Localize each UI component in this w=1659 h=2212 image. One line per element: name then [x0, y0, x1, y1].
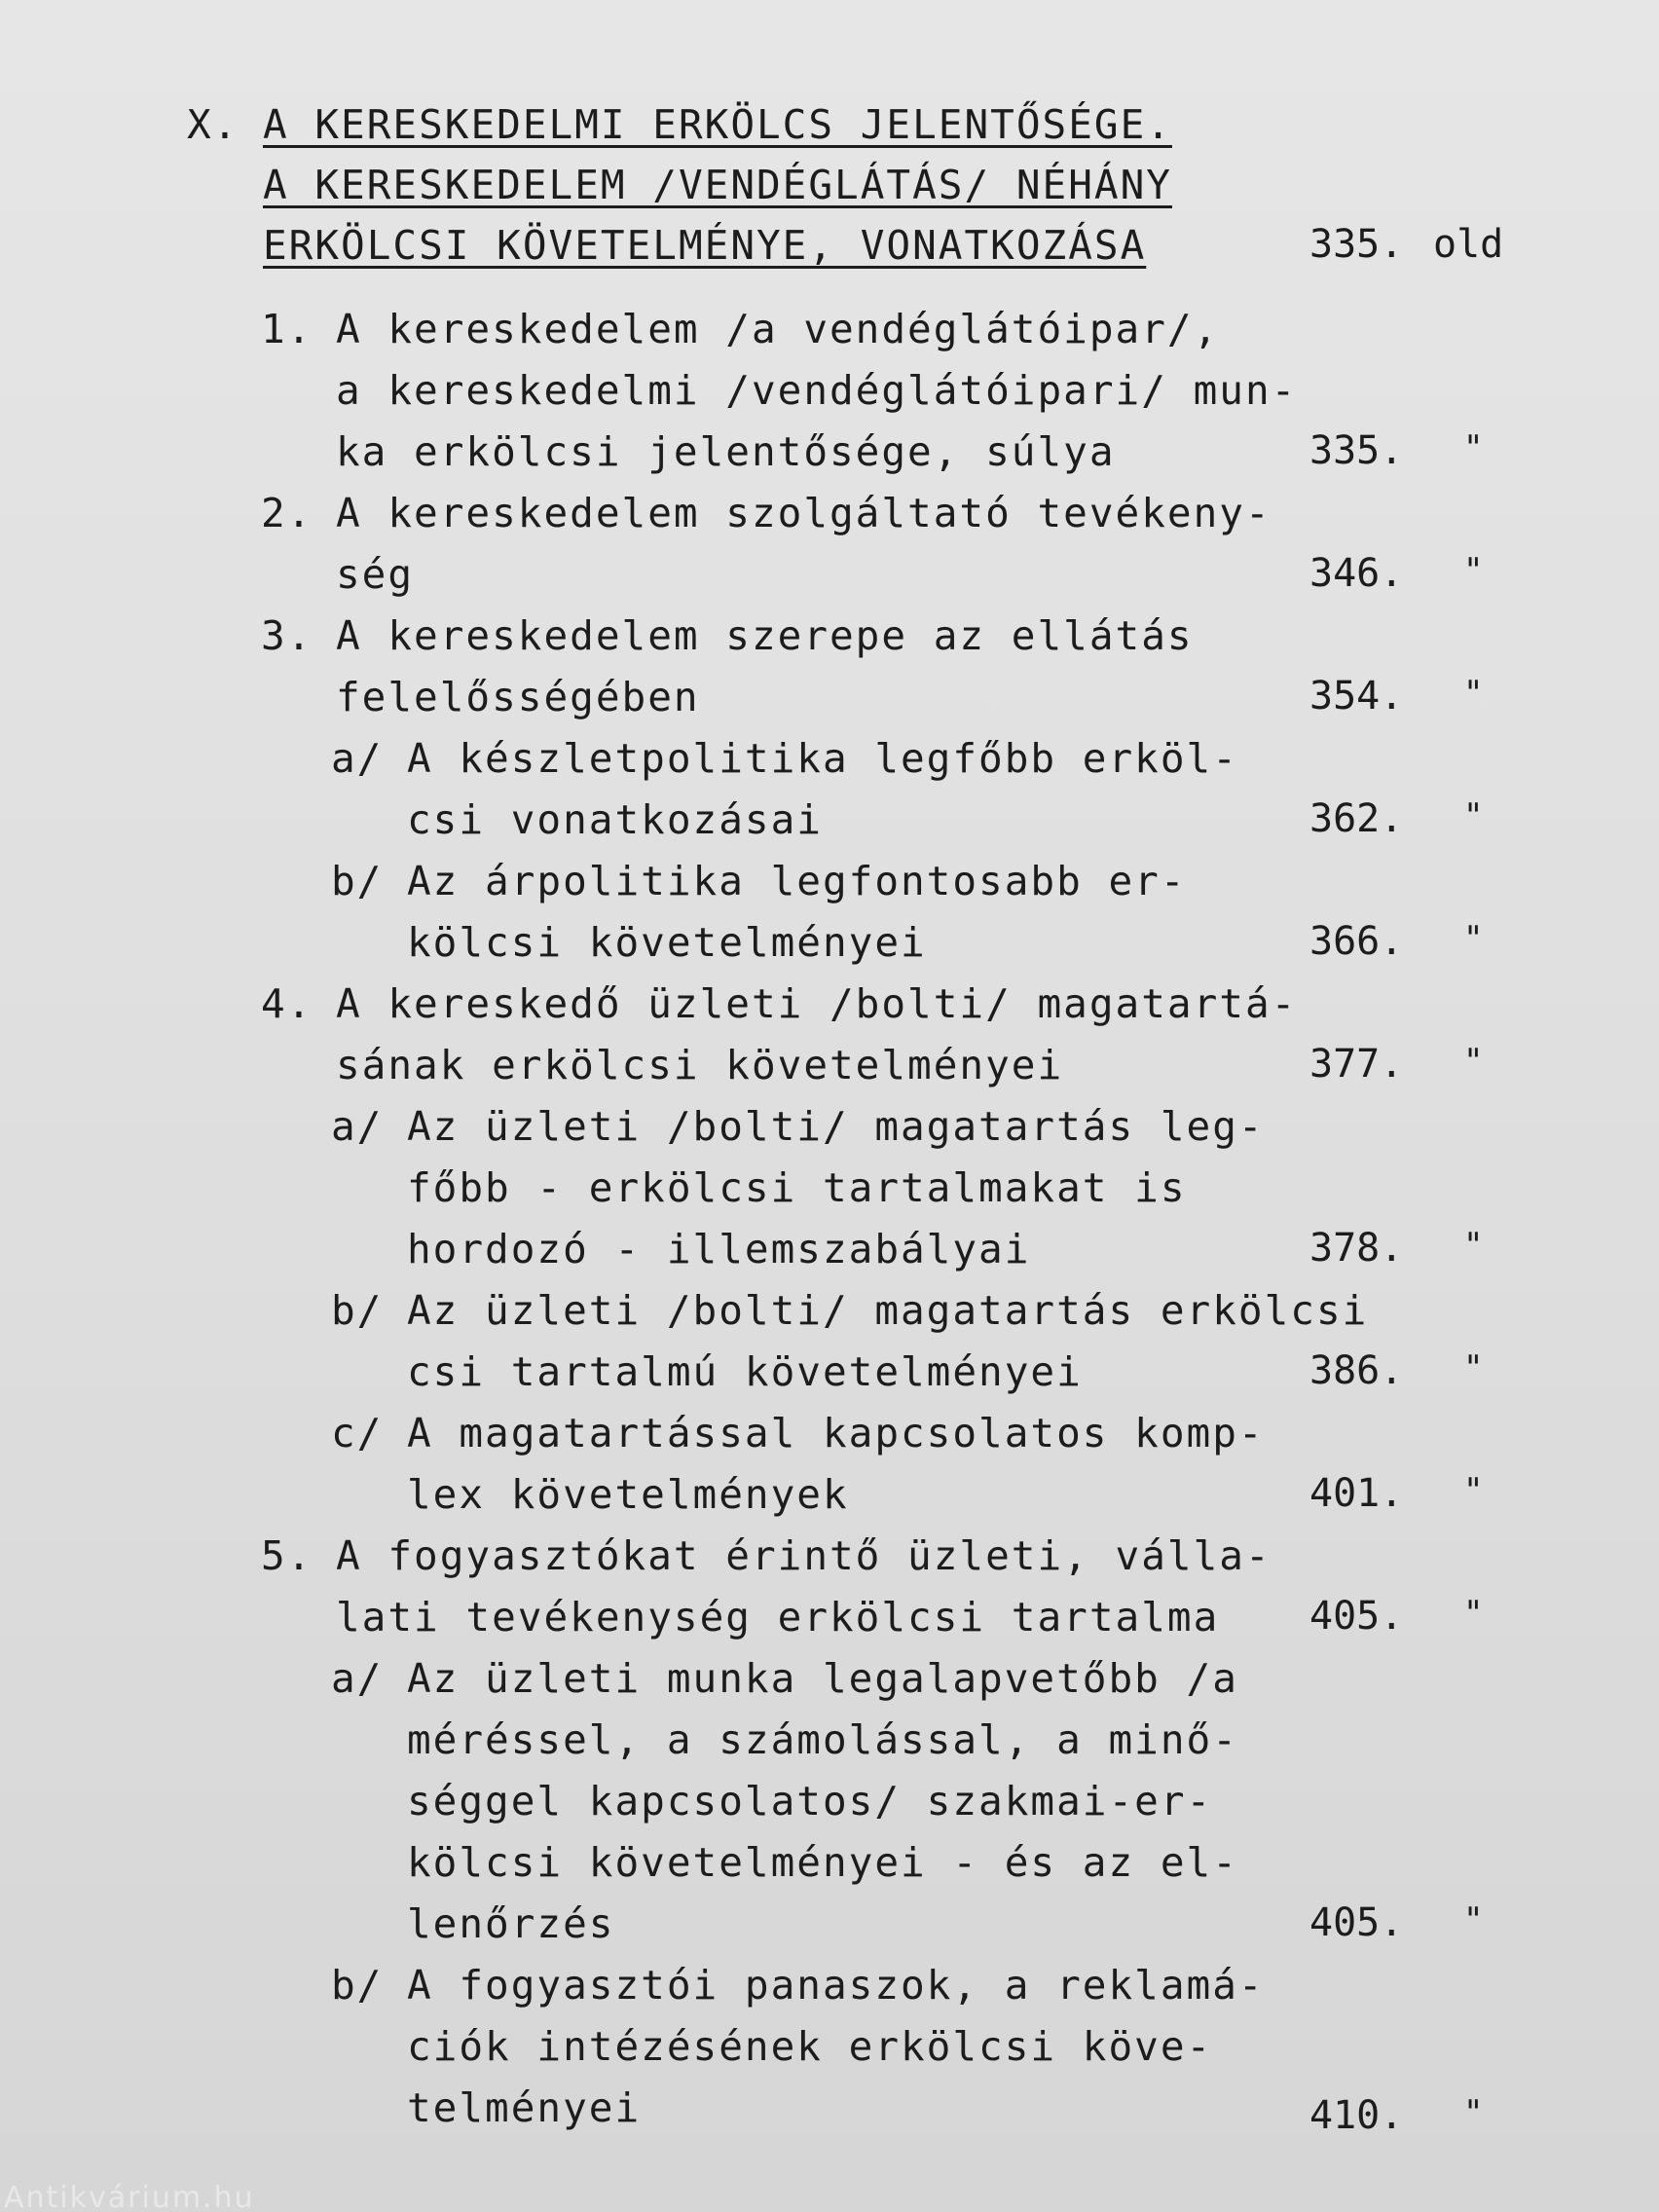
entry-label: a/ — [331, 1655, 384, 1702]
heading-line-2: A KERESKEDELEM /VENDÉGLÁTÁS/ NÉHÁNY — [263, 162, 1172, 208]
ditto-mark: " — [1463, 1348, 1484, 1387]
entry-line: lex követelmények — [407, 1471, 849, 1518]
entry-label: 3. — [261, 612, 313, 659]
entry-label: b/ — [331, 858, 384, 904]
entry-line: A magatartással kapcsolatos komp- — [407, 1410, 1265, 1456]
watermark: Antikvárium.hu — [4, 2181, 255, 2212]
entry-line: Az üzleti /bolti/ magatartás leg- — [407, 1103, 1265, 1150]
entry-line: A kereskedelem szerepe az ellátás — [336, 612, 1194, 659]
entry-label: 4. — [261, 980, 313, 1027]
entry-page: 401. — [1309, 1471, 1404, 1516]
ditto-mark: " — [1463, 1594, 1484, 1633]
entry-line: ka erkölcsi jelentősége, súlya — [336, 428, 1116, 475]
entry-page: 354. — [1309, 674, 1404, 719]
entry-page: 377. — [1309, 1042, 1404, 1087]
entry-line: A fogyasztókat érintő üzleti, válla- — [336, 1532, 1272, 1579]
entry-page: 386. — [1309, 1348, 1404, 1393]
entry-line: főbb - erkölcsi tartalmakat is — [407, 1164, 1187, 1211]
entry-line: Az árpolitika legfontosabb er- — [407, 858, 1187, 904]
entry-line: A készletpolitika legfőbb erköl- — [407, 735, 1238, 782]
entry-line: Az üzleti /bolti/ magatartás erkölcsi — [407, 1287, 1369, 1334]
entry-line: csi vonatkozásai — [407, 796, 823, 843]
entry-line: A fogyasztói panaszok, a reklamá- — [407, 1962, 1265, 2009]
entry-line: lati tevékenység erkölcsi tartalma — [336, 1594, 1220, 1641]
ditto-mark: " — [1463, 2093, 1484, 2132]
ditto-mark: " — [1463, 1042, 1484, 1081]
ditto-mark: " — [1463, 674, 1484, 713]
heading-line-1: A KERESKEDELMI ERKÖLCS JELENTŐSÉGE. — [263, 101, 1172, 148]
entry-line: ciók intézésének erkölcsi köve- — [407, 2023, 1213, 2070]
entry-line: A kereskedelem szolgáltató tevékeny- — [336, 490, 1272, 536]
ditto-mark: " — [1463, 551, 1484, 590]
entry-line: kölcsi követelményei - és az el- — [407, 1839, 1238, 1886]
entry-label: a/ — [331, 1103, 384, 1150]
ditto-mark: " — [1463, 1471, 1484, 1510]
entry-page: 362. — [1309, 796, 1404, 841]
entry-line: a kereskedelmi /vendéglátóipari/ mun- — [336, 367, 1298, 414]
entry-label: 1. — [261, 306, 313, 352]
ditto-mark: " — [1463, 919, 1484, 958]
ditto-mark: " — [1463, 796, 1484, 835]
entry-page: 335. — [1309, 428, 1404, 473]
ditto-mark: " — [1463, 1226, 1484, 1265]
entry-line: A kereskedő üzleti /bolti/ magatartá- — [336, 980, 1298, 1027]
entry-line: hordozó - illemszabályai — [407, 1226, 1031, 1272]
entry-line: telményei — [407, 2084, 642, 2131]
entry-label: 5. — [261, 1532, 313, 1579]
entry-label: c/ — [331, 1410, 384, 1456]
entry-line: A kereskedelem /a vendéglátóipar/, — [336, 306, 1220, 352]
entry-label: 2. — [261, 490, 313, 536]
entry-line: méréssel, a számolással, a minő- — [407, 1716, 1238, 1763]
entry-line: felelősségében — [336, 674, 700, 720]
entry-page: 366. — [1309, 919, 1404, 964]
entry-page: 410. — [1309, 2093, 1404, 2138]
entry-line: séggel kapcsolatos/ szakmai-er- — [407, 1778, 1213, 1825]
entry-label: a/ — [331, 735, 384, 782]
entry-line: csi tartalmú követelményei — [407, 1348, 1083, 1395]
entry-page: 405. — [1309, 1594, 1404, 1639]
entry-line: sának erkölcsi követelményei — [336, 1042, 1064, 1088]
entry-label: b/ — [331, 1962, 384, 2009]
entry-page: 346. — [1309, 551, 1404, 596]
entry-line: Az üzleti munka legalapvetőbb /a — [407, 1655, 1238, 1702]
entry-line: ség — [336, 551, 415, 598]
entry-line: kölcsi követelményei — [407, 919, 927, 966]
ditto-mark: " — [1463, 1900, 1484, 1939]
ditto-mark: " — [1463, 428, 1484, 467]
heading-number: X. — [187, 101, 240, 148]
heading-unit: old — [1433, 222, 1504, 267]
entry-line: lenőrzés — [407, 1900, 615, 1947]
entry-page: 378. — [1309, 1226, 1404, 1271]
entry-page: 405. — [1309, 1900, 1404, 1945]
entry-label: b/ — [331, 1287, 384, 1334]
heading-page: 335. — [1309, 222, 1404, 267]
heading-line-3: ERKÖLCSI KÖVETELMÉNYE, VONATKOZÁSA — [263, 222, 1147, 269]
